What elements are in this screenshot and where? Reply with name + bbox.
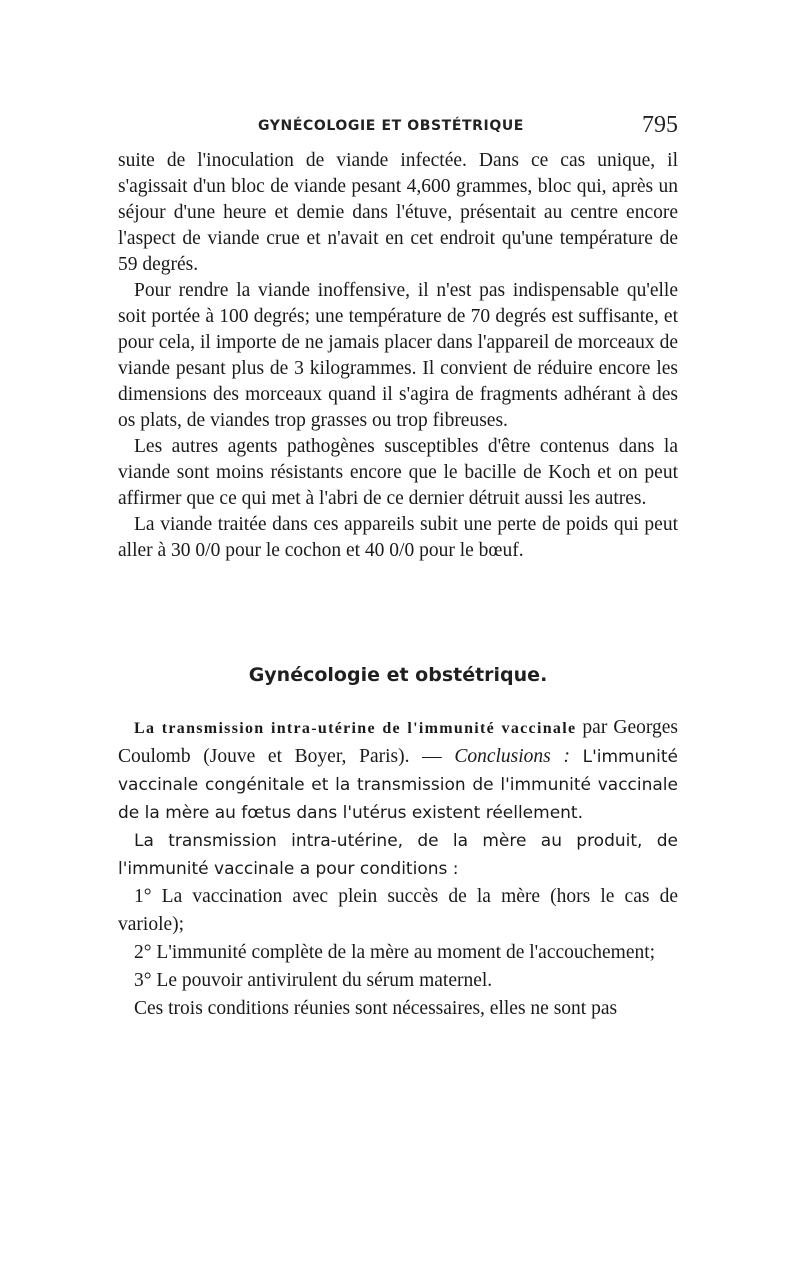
page-number: 795 (642, 112, 678, 138)
article-heading (118, 714, 678, 827)
condition-item: 3° Le pouvoir antivirulent du sérum maternel. (134, 970, 493, 991)
paragraph: Les autres agents pathogènes susceptibles d'être contenus dans la viande sont moins résistants encore que le bacille de Koch et on peut affirmer que ce qui met à l'abri de ce dernier détruit aussi les autres. (118, 436, 678, 509)
paragraph: suite de l'inoculation de viande infectée. Dans ce cas unique, il s'agissait d'un bloc de viande pesant 4,600 grammes, bloc qui, après un séjour d'une heure et demie dans l'étuve, présentait au centre encore l'aspect de viande crue et n'avait en cet endroit qu'une température de 59 degrés. (118, 150, 678, 275)
page-header (118, 112, 678, 142)
conditions-intro: La transmission intra-utérine, de la mère au produit, de l'immunité vaccinale a pour conditions : (118, 831, 678, 879)
conclusion-text: L'immunité vaccinale congénitale et la transmission de l'immunité vaccinale de la mère au fœtus dans l'utérus existent réellement. (118, 747, 679, 823)
condition-item: 2° L'immunité complète de la mère au moment de l'accouchement; (134, 942, 656, 963)
condition-item: 1° La vaccination avec plein succès de la mère (hors le cas de variole); (118, 886, 678, 935)
closing-line: Ces trois conditions réunies sont nécessaires, elles ne sont pas (134, 998, 618, 1019)
conclusions-label: Conclusions : (454, 746, 570, 767)
paragraph: La viande traitée dans ces appareils subit une perte de poids qui peut aller à 30 0/0 pour le cochon et 40 0/0 pour le bœuf. (118, 514, 678, 561)
body-text (118, 148, 678, 564)
article-title: La transmission intra-utérine de l'immunité vaccinale (134, 720, 577, 737)
paragraph: Pour rendre la viande inoffensive, il n'est pas indispensable qu'elle soit portée à 100 degrés; une température de 70 degrés est suffisante, et pour cela, il importe de ne jamais placer dans l'appareil de morceaux de viande pesant plus de 3 kilogrammes. Il convient de réduire encore les dimensions des morceaux quand il s'agira de fragments adhérant à des os plats, de viandes trop grasses ou trop fibreuses. (118, 280, 678, 431)
running-title: GYNÉCOLOGIE ET OBSTÉTRIQUE (258, 118, 524, 134)
article-byline: par Georges Coulomb (Jouve et Boyer, Paris). — (118, 717, 679, 767)
article (118, 714, 678, 1023)
section-title: Gynécologie et obstétrique. (248, 664, 548, 686)
